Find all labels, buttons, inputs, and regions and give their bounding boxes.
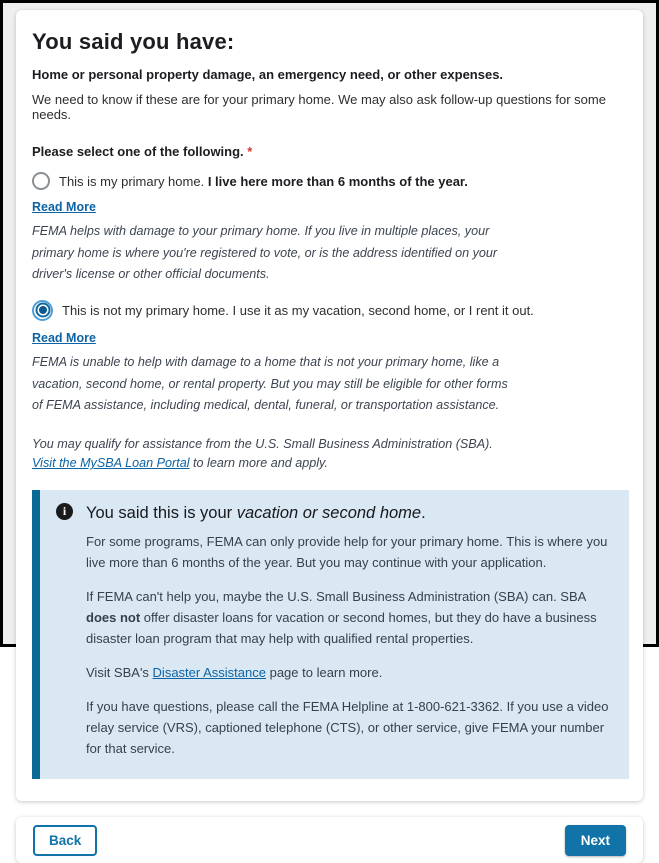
read-more-detail-not-primary: FEMA is unable to help with damage to a home that is not your primary home, like a vacation, second home, or rental property. But you may still be eligible for other forms of FEMA assistance, including medical, dental, funeral, or transportation assistance. <box>32 354 508 413</box>
info-paragraph-disaster-assistance: Visit SBA's Disaster Assistance page to learn more. <box>86 665 383 681</box>
radio-option-not-primary-home[interactable] <box>32 300 629 321</box>
back-button[interactable]: Back <box>33 825 97 856</box>
navigation-bar <box>16 817 643 863</box>
radio-option-label[interactable]: This is not my primary home. I use it as my vacation, second home, or I rent it out. <box>62 302 534 318</box>
info-alert-heading: You said this is your vacation or second home. <box>86 503 426 522</box>
info-paragraph-sba: If FEMA can't help you, maybe the U.S. Small Business Administration (SBA) can. SBA does not offer disaster loans for vacation or second homes, but they do have a business disaster loan program that may help with qualified rental properties. <box>86 589 597 647</box>
info-paragraph-helpline: If you have questions, please call the FEMA Helpline at 1-800-621-3362. If you use a video relay service (VRS), captioned telephone (CTS), or other service, give FEMA your number for that service. <box>86 699 609 757</box>
disaster-assistance-link[interactable]: Disaster Assistance <box>152 665 266 681</box>
next-button[interactable]: Next <box>565 825 626 856</box>
info-paragraph-primary-home: For some programs, FEMA can only provide help for your primary home. This is where you live more than 6 months of the year. But you may continue with your application. <box>86 533 608 571</box>
info-alert <box>32 490 629 779</box>
mysba-loan-portal-link[interactable]: Visit the MySBA Loan Portal <box>32 456 190 471</box>
info-icon: i <box>56 503 73 520</box>
page-description: We need to know if these are for your primary home. We may also ask follow-up questions for some needs. <box>32 92 606 122</box>
radio-checked-icon[interactable] <box>32 300 53 321</box>
radio-option-label[interactable]: This is my primary home. I live here more than 6 months of the year. <box>59 173 468 189</box>
read-more-link-not-primary[interactable]: Read More <box>32 330 96 345</box>
sba-qualify-note: You may qualify for assistance from the U.S. Small Business Administration (SBA). Visit the MySBA Loan Portal to learn more and apply. <box>32 436 493 471</box>
read-more-link-primary[interactable]: Read More <box>32 200 96 214</box>
form-card <box>16 10 643 801</box>
read-more-detail-primary: FEMA helps with damage to your primary home. If you live in multiple places, your primary home is where you're registered to vote, or is the address identified on your driver's license or other official documents. <box>32 224 498 282</box>
radio-option-primary-home[interactable] <box>32 172 629 190</box>
page-title: You said you have: <box>32 29 235 54</box>
question-label: Please select one of the following. * <box>32 144 253 159</box>
required-marker: * <box>247 144 253 159</box>
selected-needs-summary: Home or personal property damage, an emergency need, or other expenses. <box>32 67 504 82</box>
radio-unchecked-icon[interactable] <box>32 172 50 190</box>
